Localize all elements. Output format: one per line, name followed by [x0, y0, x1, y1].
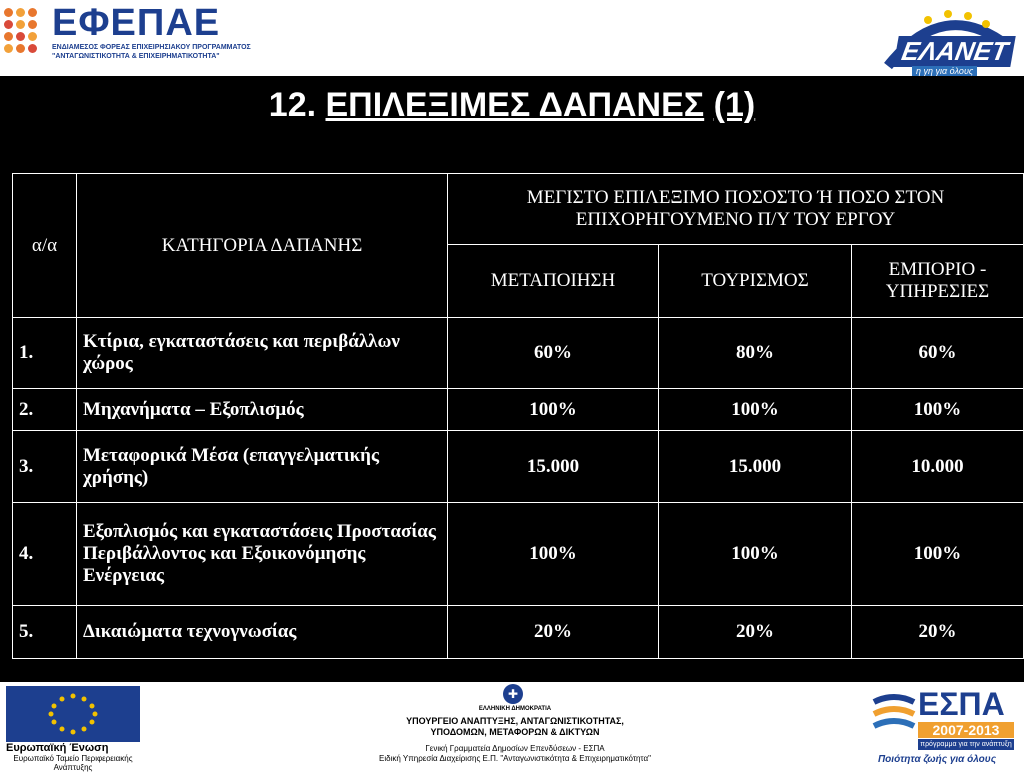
espa-title: ΕΣΠΑ — [918, 686, 1005, 722]
eu-fund-label: Ευρωπαϊκό Ταμείο Περιφερειακής Ανάπτυξης — [13, 754, 133, 772]
slide-body — [0, 76, 1024, 682]
efepae-subtitle-2: "ΑΝΤΑΓΩΝΙΣΤΙΚΟΤΗΤΑ & ΕΠΙΧΕΙΡΗΜΑΤΙΚΟΤΗΤΑ" — [52, 53, 220, 60]
row-value: 80% — [659, 318, 852, 389]
row-number: 5. — [13, 606, 77, 659]
table-row — [13, 318, 1024, 389]
espa-slogan: Ποιότητα ζωής για όλους — [878, 754, 997, 765]
gov-line-3: ΥΠΟΔΟΜΩΝ, ΜΕΤΑΦΟΡΩΝ & ΔΙΚΤΥΩΝ — [430, 727, 600, 737]
footer-bar — [0, 682, 1024, 772]
header-manufacturing: ΜΕΤΑΠΟΙΗΣΗ — [448, 245, 659, 318]
row-category: Μεταφορικά Μέσα (επαγγελματικής χρήσης) — [77, 431, 448, 503]
row-number: 2. — [13, 389, 77, 431]
row-value: 100% — [659, 503, 852, 606]
row-value: 100% — [659, 389, 852, 431]
gov-line-1: ΕΛΛΗΝΙΚΗ ΔΗΜΟΚΡΑΤΙΑ — [478, 706, 552, 712]
row-category: Δικαιώματα τεχνογνωσίας — [77, 606, 448, 659]
espa-years: 2007-2013 — [918, 722, 1014, 738]
efepae-subtitle-1: ΕΝΔΙΑΜΕΣΟΣ ΦΟΡΕΑΣ ΕΠΙΧΕΙΡΗΣΙΑΚΟΥ ΠΡΟΓΡΑΜΜΑΤΟΣ — [52, 44, 251, 51]
row-value: 20% — [448, 606, 659, 659]
header-aa: α/α — [13, 174, 77, 318]
header-tourism: ΤΟΥΡΙΣΜΟΣ — [659, 245, 852, 318]
eu-stars-icon — [6, 686, 140, 742]
table-row — [13, 503, 1024, 606]
row-value: 100% — [448, 389, 659, 431]
row-value: 20% — [852, 606, 1024, 659]
title-suffix: (1) — [713, 86, 756, 124]
row-value: 100% — [852, 503, 1024, 606]
row-value: 20% — [659, 606, 852, 659]
row-number: 4. — [13, 503, 77, 606]
espa-logo — [872, 686, 1018, 766]
ministry-block — [300, 682, 730, 768]
eligible-expenses-table — [12, 173, 1024, 659]
gov-line-5: Ειδική Υπηρεσία Διαχείρισης Ε.Π. "Ανταγωνιστικότητα & Επιχειρηματικότητα" — [379, 754, 651, 763]
row-category: Κτίρια, εγκαταστάσεις και περιβάλλων χώρος — [77, 318, 448, 389]
header-commerce: ΕΜΠΟΡΙΟ - ΥΠΗΡΕΣΙΕΣ — [852, 245, 1024, 318]
gov-line-4: Γενική Γραμματεία Δημοσίων Επενδύσεων - ΕΣΠΑ — [425, 744, 605, 753]
elanet-slogan: η γη για όλους — [912, 66, 977, 76]
table-row — [13, 431, 1024, 503]
espa-waves-icon — [872, 690, 916, 750]
efepae-title: ΕΦΕΠΑΕ — [52, 2, 221, 44]
row-value: 100% — [852, 389, 1024, 431]
row-category: Μηχανήματα – Εξοπλισμός — [77, 389, 448, 431]
table-row — [13, 389, 1024, 431]
eu-flag — [6, 686, 140, 742]
title-number: 12. — [268, 86, 317, 124]
row-value: 10.000 — [852, 431, 1024, 503]
row-value: 15.000 — [448, 431, 659, 503]
header-max-rate: ΜΕΓΙΣΤΟ ΕΠΙΛΕΞΙΜΟ ΠΟΣΟΣΤΟ Ή ΠΟΣΟ ΣΤΟΝ ΕΠΙΧΟΡΗΓΟΥΜΕΝΟ Π/Υ ΤΟΥ ΕΡΓΟΥ — [448, 174, 1024, 245]
header-category: ΚΑΤΗΓΟΡΙΑ ΔΑΠΑΝΗΣ — [77, 174, 448, 318]
greek-emblem-icon: ✚ — [503, 684, 523, 704]
row-value: 15.000 — [659, 431, 852, 503]
row-value: 60% — [852, 318, 1024, 389]
row-number: 3. — [13, 431, 77, 503]
gov-line-2: ΥΠΟΥΡΓΕΙΟ ΑΝΑΠΤΥΞΗΣ, ΑΝΤΑΓΩΝΙΣΤΙΚΟΤΗΤΑΣ, — [406, 716, 624, 726]
table-row — [13, 606, 1024, 659]
efepae-logo — [4, 2, 251, 68]
elanet-logo — [868, 6, 1018, 76]
eu-label: Ευρωπαϊκή Ένωση — [6, 742, 109, 754]
row-value: 60% — [448, 318, 659, 389]
espa-subtitle: πρόγραμμα για την ανάπτυξη — [918, 739, 1014, 750]
title-text: ΕΠΙΛΕΞΙΜΕΣ ΔΑΠΑΝΕΣ — [325, 86, 705, 124]
row-number: 1. — [13, 318, 77, 389]
header-bar — [0, 0, 1024, 76]
row-value: 100% — [448, 503, 659, 606]
elanet-title: ΕΛΑΝΕΤ — [893, 36, 1016, 67]
slide-title — [0, 86, 1024, 125]
efepae-dots-icon — [4, 8, 48, 64]
row-category: Εξοπλισμός και εγκαταστάσεις Προστασίας Περιβάλλοντος και Εξοικονόμησης Ενέργειας — [77, 503, 448, 606]
